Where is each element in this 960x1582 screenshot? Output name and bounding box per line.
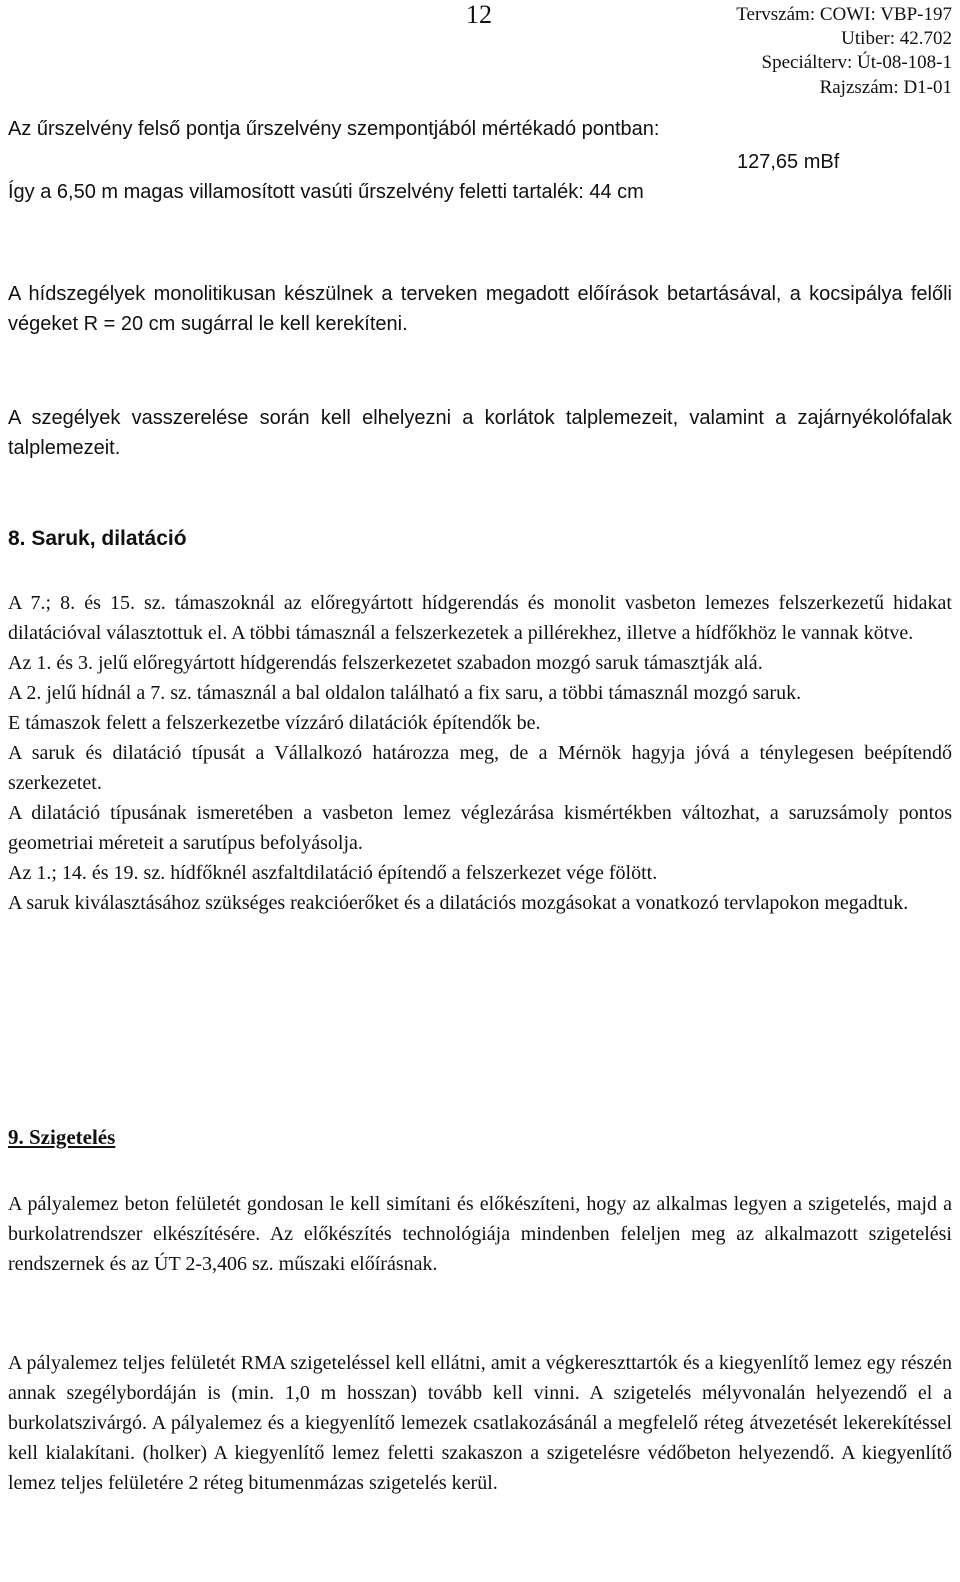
page-number: 12 (466, 0, 492, 29)
header-road: Utiber: 42.702 (841, 28, 952, 49)
section-9-paragraph-2: A pályalemez teljes felületét RMA szigeteléssel kell ellátni, amit a végkereszttartók és a kiegyenlítő lemez egy részén annak szegélybordáján is (min. 1,0 m hosszan) tovább kell vinni. A szigetelés mélyvonalán helyezendő el a burkolatszivárgó. A pályalemez és a kiegyenlítő lemezek csatlakozásánál a megfelelő réteg átvezetését lekerekítéssel kell kialakítani. (holker) A kiegyenlítő lemez feletti szakaszon a szigetelésre védőbeton helyezendő. A kiegyenlítő lemez teljes felületére 2 réteg bitumenmázas szigetelés kerül. (8, 1352, 952, 1494)
section-9-title: 9. Szigetelés (8, 1125, 116, 1149)
section-8-paragraph: A saruk kiválasztásához szükséges reakcióerőket és a dilatációs mozgásokat a vonatkozó tervlapokon megadtuk. (8, 892, 909, 914)
section-8-paragraph: Az 1. és 3. jelű előregyártott hídgerendás felszerkezetet szabadon mozgó saruk támasztják alá. (8, 652, 763, 674)
clearance-line-2: Így a 6,50 m magas villamosított vasúti űrszelvény feletti tartalék: 44 cm (8, 181, 644, 203)
section-8-paragraph: Az 1.; 14. és 19. sz. hídfőknél aszfaltdilatáció építendő a felszerkezet vége fölött. (8, 862, 658, 884)
header-project-number: Tervszám: COWI: VBP-197 (736, 4, 952, 25)
section-8-paragraph: A 2. jelű hídnál a 7. sz. támasznál a bal oldalon található a fix saru, a többi támasznál mozgó saruk. (8, 682, 802, 704)
header-drawing-number: Rajzszám: D1-01 (819, 77, 952, 98)
section-8-title: 8. Saruk, dilatáció (8, 527, 187, 550)
section-8-paragraph: A saruk és dilatáció típusát a Vállalkozó határozza meg, de a Mérnök hagyja jóvá a ténylegesen beépítendő szerkezetet. (8, 742, 952, 794)
edges-paragraph-2: A szegélyek vasszerelése során kell elhelyezni a korlátok talplemezeit, valamint a zajárnyékolófalak talplemezeit. (8, 407, 952, 459)
section-8-paragraph: E támaszok felett a felszerkezetbe vízzáró dilatációk építendők be. (8, 712, 541, 734)
clearance-line-1: Az űrszelvény felső pontja űrszelvény szempontjából mértékadó pontban: (8, 118, 660, 140)
section-8-paragraph: A 7.; 8. és 15. sz. támaszoknál az előregyártott hídgerendás és monolit vasbeton lemezes felszerkezetű hidakat dilatációval választottuk el. A többi támasznál a felszerkezetek a pillérekhez, illetve a hídfőkhöz le vannak kötve. (8, 592, 952, 644)
edges-paragraph-1: A hídszegélyek monolitikusan készülnek a terveken megadott előírások betartásával, a kocsipálya felőli végeket R = 20 cm sugárral le kell kerekíteni. (8, 283, 952, 335)
section-8-paragraph: A dilatáció típusának ismeretében a vasbeton lemez véglezárása kismértékben változhat, a saruzsámoly pontos geometriai méreteit a sarutípus befolyásolja. (8, 802, 952, 854)
section-9-paragraph-1: A pályalemez beton felületét gondosan le kell simítani és előkészíteni, hogy az alkalmas legyen a szigetelés, majd a burkolatrendszer elkészítésére. Az előkészítés technológiája mindenben feleljen meg az alkalmazott szigetelési rendszernek és az ÚT 2-3,406 sz. műszaki előírásnak. (8, 1193, 952, 1275)
section-8-body (8, 588, 952, 918)
clearance-value: 127,65 mBf (737, 151, 840, 173)
header-plan: Speciálterv: Út-08-108-1 (761, 52, 952, 73)
